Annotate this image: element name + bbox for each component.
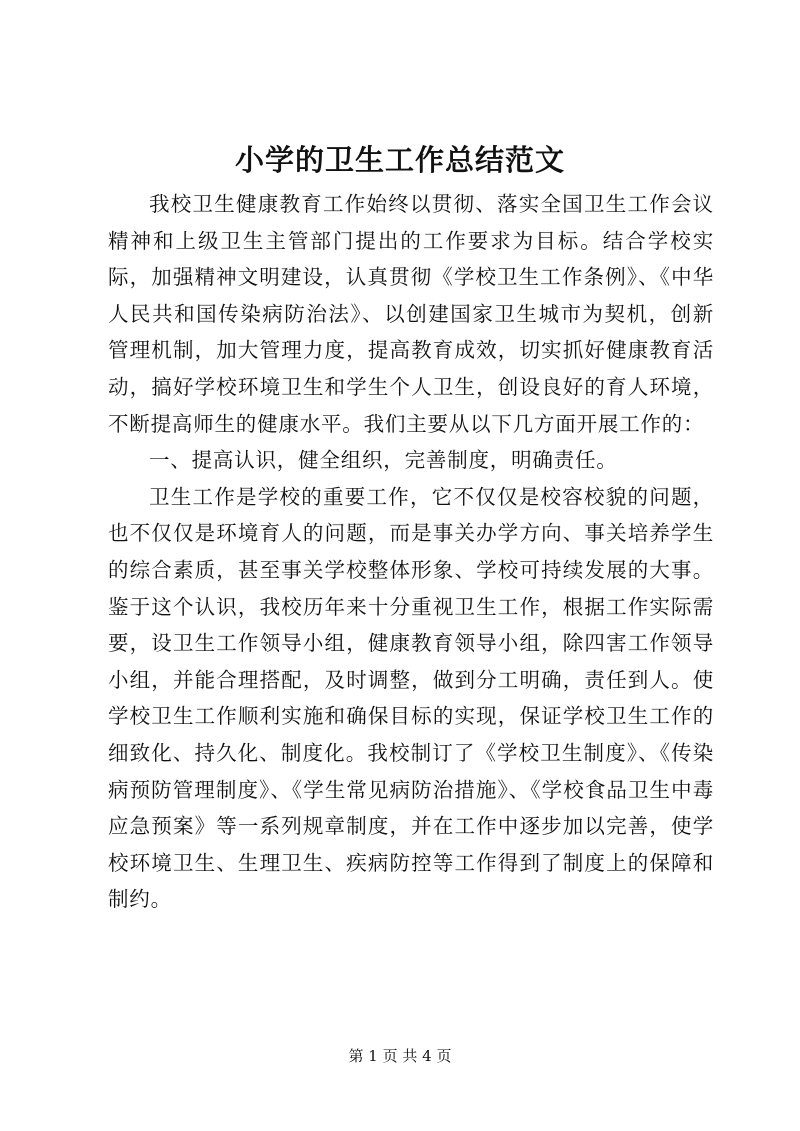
paragraph-section-1: 卫生工作是学校的重要工作，它不仅仅是校容校貌的问题，也不仅仅是环境育人的问题，而是事关办学方向、事关培养学生的综合素质，甚至事关学校整体形象、学校可持续发展的大事。鉴于这个认识，我校历年来十分重视卫生工作，根据工作实际需要，设卫生工作领导小组，健康教育领导小组，除四害工作领导小组，并能合理搭配，及时调整，做到分工明确，责任到人。使学校卫生工作顺利实施和确保目标的实现，保证学校卫生工作的细致化、持久化、制度化。我校制订了《学校卫生制度》、《传染病预防管理制度》、《学生常见病防治措施》、《学校食品卫生中毒应急预案》等一系列规章制度，并在工作中逐步加以完善，使学校环境卫生、生理卫生、疾病防控等工作得到了制度上的保障和制约。 <box>108 484 714 912</box>
section-heading-1: 一、提高认识，健全组织，完善制度，明确责任。 <box>149 448 618 473</box>
paragraph-intro: 我校卫生健康教育工作始终以贯彻、落实全国卫生工作会议精神和上级卫生主管部门提出的工作要求为目标。结合学校实际，加强精神文明建设，认真贯彻《学校卫生工作条例》、《中华人民共和国传染病防治法》、以创建国家卫生城市为契机，创新管理机制，加大管理力度，提高教育成效，切实抓好健康教育活动，搞好学校环境卫生和学生个人卫生，创设良好的育人环境，不断提高师生的健康水平。我们主要从以下几方面开展工作的： <box>108 192 714 436</box>
document-title: 小学的卫生工作总结范文 <box>234 143 565 177</box>
document-body <box>108 186 714 918</box>
page-footer <box>0 1046 800 1066</box>
page-number-label: 第 1 页 共 4 页 <box>348 1047 452 1065</box>
